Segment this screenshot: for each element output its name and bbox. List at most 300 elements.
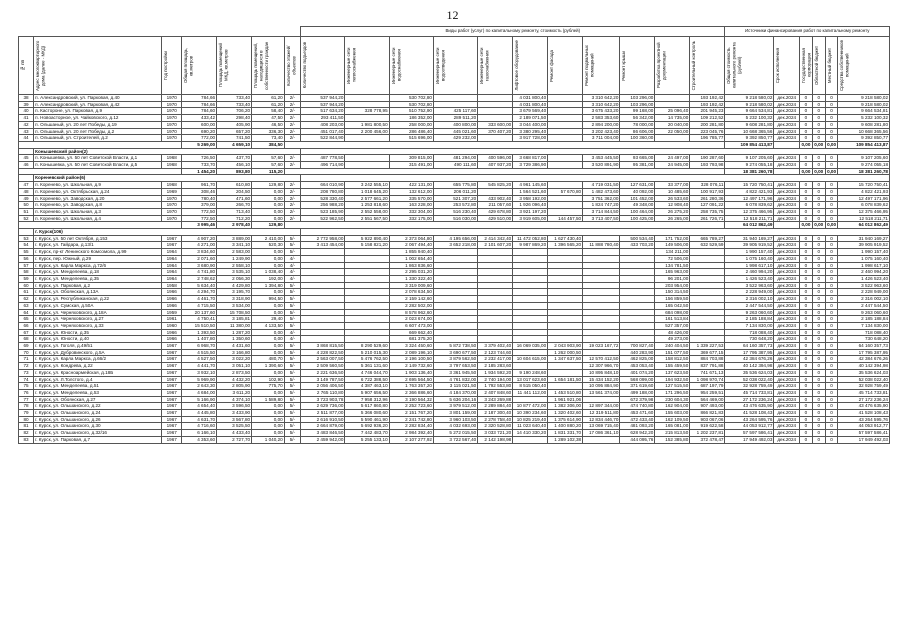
address-cell: п. Коренево, ул. Октябрьская, д.24: [34, 188, 162, 195]
table-cell: 433 703,20: [620, 242, 655, 249]
table-cell: [690, 329, 725, 336]
table-cell: 5 158 821,20: [345, 242, 389, 249]
table-cell: 102,90: [252, 376, 285, 383]
table-cell: 919 622,58: [690, 423, 725, 430]
table-cell: 41 528 108,43: [838, 410, 890, 417]
table-cell: 3 652 218,00: [433, 242, 477, 249]
table-cell: [433, 262, 477, 269]
table-cell: 1 998 617,10: [838, 262, 890, 269]
table-cell: [301, 289, 345, 296]
table-cell: 1966: [162, 296, 182, 303]
table-cell: 0: [825, 155, 838, 162]
table-cell: 48: [19, 188, 34, 195]
address-cell: г. Курск, ул. Черняховского, д.33: [34, 322, 162, 329]
table-cell: 12 319 511,80: [583, 410, 620, 417]
table-cell: дек.2024: [774, 108, 800, 115]
table-cell: 57,60: [252, 155, 285, 162]
table-cell: 1 347 637,50: [548, 356, 583, 363]
table-cell: 50: [19, 202, 34, 209]
table-cell: 5/-: [284, 349, 300, 356]
column-header-label: Государственная корпорация: [801, 48, 812, 83]
column-header: [583, 37, 620, 95]
table-cell: 0: [812, 349, 825, 356]
table-cell: 4 822 421,93: [838, 188, 890, 195]
table-cell: 0: [800, 249, 813, 256]
table-cell: 0: [812, 182, 825, 189]
table-cell: [583, 296, 620, 303]
table-cell: 12 897 344,00: [583, 403, 620, 410]
table-cell: 1 040,20: [252, 436, 285, 443]
table-cell: 772,50: [182, 215, 217, 222]
table-cell: [583, 249, 620, 256]
table-cell: 0: [812, 188, 825, 195]
table-cell: 0: [825, 322, 838, 329]
table-cell: 481 294,00: [433, 155, 477, 162]
table-cell: 2/-: [284, 128, 300, 135]
table-cell: 3 195,70: [217, 289, 252, 296]
total-cost-cell: 1 998 617,10: [725, 262, 774, 269]
table-cell: 1964: [162, 255, 182, 262]
table-cell: 433 902,40: [478, 195, 513, 202]
table-cell: [655, 135, 690, 142]
table-cell: 5 272 015,50: [433, 430, 477, 437]
table-cell: 0: [812, 208, 825, 215]
table-cell: [583, 255, 620, 262]
column-header: [774, 37, 800, 95]
total-cost-cell: 9 218 580,02: [725, 101, 774, 108]
table-cell: 137 623,50: [655, 369, 690, 376]
table-cell: 733,40: [217, 101, 252, 108]
table-cell: 2 159 142,60: [389, 296, 433, 303]
table-cell: 12 570 412,50: [583, 356, 620, 363]
table-cell: 0: [825, 383, 838, 390]
table-cell: 2 873,50: [217, 369, 252, 376]
table-cell: 1 202 237,81: [690, 430, 725, 437]
table-cell: 713,40: [217, 208, 252, 215]
table-cell: 0: [812, 215, 825, 222]
table-cell: 0: [812, 275, 825, 282]
table-row: [19, 262, 890, 269]
subtotal-fund: 0,00: [827, 222, 837, 228]
column-header-label: Местный бюджет: [826, 47, 832, 84]
table-cell: 10 604 615,00: [513, 356, 548, 363]
table-cell: [583, 235, 620, 242]
table-cell: дек.2024: [774, 115, 800, 122]
table-cell: 99 168,00: [620, 108, 655, 115]
table-cell: 298,40: [217, 115, 252, 122]
table-cell: 2 460 994,20: [838, 269, 890, 276]
table-cell: 1 287,20: [217, 329, 252, 336]
table-cell: дек.2024: [774, 302, 800, 309]
table-cell: 134 211,00: [655, 249, 690, 256]
table-cell: 1 426 523,40: [838, 275, 890, 282]
table-cell: 5/-: [284, 316, 300, 323]
table-cell: 3 242 555,10: [345, 182, 389, 189]
total-cost-cell: 1 990 157,40: [725, 249, 774, 256]
column-header-label: Средства собственников помещений: [839, 40, 850, 91]
table-row: [19, 403, 890, 410]
table-cell: 0: [800, 423, 813, 430]
table-cell: 2 228 949,00: [838, 289, 890, 296]
table-cell: 0: [800, 188, 813, 195]
table-cell: 13 017 623,60: [513, 376, 548, 383]
capital-repair-table: [18, 26, 890, 444]
table-cell: [301, 322, 345, 329]
table-cell: 3 932,10: [182, 369, 217, 376]
table-cell: 61: [19, 289, 34, 296]
table-cell: 0: [812, 108, 825, 115]
table-cell: 165 081,00: [655, 423, 690, 430]
table-cell: 2 185 283,60: [478, 363, 513, 370]
address-cell: г. Курск, ул. Ольшанского, д.26: [34, 416, 162, 423]
total-cost-cell: 15 720 750,41: [725, 182, 774, 189]
table-cell: 0: [800, 363, 813, 370]
table-cell: дек.2024: [774, 135, 800, 142]
table-cell: 0,00: [252, 403, 285, 410]
table-cell: 3 679 569,40: [513, 108, 548, 115]
table-cell: 523 185,90: [301, 208, 345, 215]
table-cell: 0: [812, 329, 825, 336]
table-cell: [433, 316, 477, 323]
table-cell: 78 000,00: [620, 121, 655, 128]
table-cell: 32 928 759,49: [838, 383, 890, 390]
table-cell: 3 919 605,00: [513, 215, 548, 222]
table-cell: 0: [800, 275, 813, 282]
table-cell: 46: [19, 162, 34, 169]
table-cell: 55: [19, 249, 34, 256]
table-cell: 8 578 962,60: [389, 309, 433, 316]
table-cell: [433, 275, 477, 282]
table-cell: [548, 155, 583, 162]
table-cell: [548, 289, 583, 296]
table-cell: 72: [19, 363, 34, 370]
table-cell: 0: [825, 343, 838, 350]
table-cell: 0: [812, 403, 825, 410]
table-cell: дек.2024: [774, 208, 800, 215]
table-cell: 0: [825, 128, 838, 135]
table-cell: 2 107 277,92: [389, 436, 433, 443]
table-cell: 162 904,00: [655, 403, 690, 410]
table-cell: 2 740 194,00: [478, 376, 513, 383]
column-header-label: Ремонт фасада: [549, 49, 555, 82]
table-cell: [583, 309, 620, 316]
table-cell: 1967: [162, 416, 182, 423]
table-cell: 0: [800, 309, 813, 316]
table-cell: 2 511 877,00: [301, 410, 345, 417]
table-cell: 0: [812, 235, 825, 242]
table-cell: 0: [812, 289, 825, 296]
table-cell: 200 281,80: [690, 121, 725, 128]
table-cell: 0: [825, 369, 838, 376]
address-cell: г. Курск, ул. Республиканская, д.22: [34, 296, 162, 303]
table-cell: 0: [812, 135, 825, 142]
table-cell: [548, 363, 583, 370]
table-cell: 289 511,20: [433, 115, 477, 122]
table-cell: 5/-: [284, 242, 300, 249]
table-cell: [284, 168, 725, 175]
total-cost-cell: 42 384 676,26: [725, 356, 774, 363]
table-cell: 1967: [162, 430, 182, 437]
table-cell: 162 109,50: [655, 416, 690, 423]
table-cell: 3 166,80: [217, 349, 252, 356]
subtotal-row: [19, 141, 890, 148]
table-cell: 1 934 592,20: [478, 369, 513, 376]
table-cell: дек.2024: [774, 202, 800, 209]
table-cell: 73: [19, 369, 34, 376]
table-cell: 2 023 674,00: [389, 316, 433, 323]
table-cell: 440 283,90: [620, 349, 655, 356]
table-cell: 537 944,20: [301, 95, 345, 102]
table-cell: дек.2024: [774, 182, 800, 189]
table-cell: [583, 302, 620, 309]
table-cell: 155 603,00: [655, 410, 690, 417]
table-cell: 5/-: [284, 249, 300, 256]
table-cell: 1967: [162, 389, 182, 396]
table-cell: [345, 282, 389, 289]
table-cell: [690, 275, 725, 282]
table-cell: 2 221 636,50: [301, 369, 345, 376]
table-cell: 45: [19, 155, 34, 162]
table-cell: 156 859,50: [655, 296, 690, 303]
table-cell: 0: [812, 423, 825, 430]
subtotal-fund: 0,00: [814, 168, 824, 174]
table-cell: 9 987 869,20: [513, 242, 548, 249]
table-cell: 1 350,60: [217, 336, 252, 343]
table-cell: [433, 269, 477, 276]
table-cell: 3 190 564,32: [389, 396, 433, 403]
table-cell: 76: [19, 389, 34, 396]
table-cell: 0: [812, 396, 825, 403]
table-row: [19, 430, 890, 437]
table-cell: [433, 329, 477, 336]
table-cell: 0: [800, 322, 813, 329]
column-header-label: Общая площадь, кв.метров: [183, 47, 194, 84]
table-cell: 1968: [162, 155, 182, 162]
table-cell: 0: [812, 255, 825, 262]
table-cell: 5/-: [284, 416, 300, 423]
table-cell: 0: [800, 95, 813, 102]
table-cell: 610,80: [217, 182, 252, 189]
table-row: [19, 215, 890, 222]
table-cell: 10 668 365,56: [838, 128, 890, 135]
table-cell: 712,20: [217, 215, 252, 222]
table-cell: [345, 249, 389, 256]
table-cell: 1 038,40: [252, 269, 285, 276]
column-header: [284, 37, 300, 95]
table-row: [19, 416, 890, 423]
table-cell: 5 232 100,32: [838, 115, 890, 122]
address-cell: г. Курск, ул. Юности, д.40: [34, 336, 162, 343]
total-cost-cell: 9 608 281,80: [725, 121, 774, 128]
table-cell: 4/-: [284, 255, 300, 262]
table-cell: 4 294,70: [182, 289, 217, 296]
table-cell: [433, 101, 477, 108]
address-cell: п. Коренево, ул. Заводская, д.8: [34, 202, 162, 209]
table-cell: 5 634,40: [182, 282, 217, 289]
table-cell: 1964: [162, 269, 182, 276]
table-cell: 1967: [162, 423, 182, 430]
table-cell: 0: [812, 316, 825, 323]
table-cell: 25 096,40: [655, 108, 690, 115]
table-cell: 0: [812, 436, 825, 443]
table-cell: 2 185 188,84: [838, 316, 890, 323]
address-cell: г. Курск, ул. Менделеева, д.51: [34, 383, 162, 390]
table-cell: 0: [825, 416, 838, 423]
table-cell: 3 567,80: [217, 416, 252, 423]
table-cell: [478, 255, 513, 262]
table-cell: дек.2024: [774, 195, 800, 202]
table-row: [19, 195, 890, 202]
table-row: [19, 95, 890, 102]
table-cell: 1970: [162, 108, 182, 115]
table-cell: [583, 262, 620, 269]
table-cell: [478, 115, 513, 122]
table-cell: 3 711 004,00: [583, 135, 620, 142]
table-cell: 2 407 848,60: [478, 389, 513, 396]
table-row: [19, 255, 890, 262]
table-cell: 100 360,00: [620, 135, 655, 142]
table-cell: [774, 222, 800, 229]
table-cell: 43 476 635,90: [838, 403, 890, 410]
table-cell: 628 942,20: [620, 430, 655, 437]
total-cost-cell: 1 426 523,40: [725, 275, 774, 282]
table-cell: 0,00: [252, 215, 285, 222]
page-number: 12: [446, 8, 459, 22]
table-cell: 82: [19, 430, 34, 437]
table-cell: дек.2024: [774, 423, 800, 430]
column-header-label: Инженерные сети водоснабжения: [390, 47, 402, 84]
table-cell: 44: [19, 135, 34, 142]
table-cell: 17 949 492,03: [838, 436, 890, 443]
total-cost-cell: 2 185 188,84: [725, 316, 774, 323]
column-header-label: Областной бюджет: [813, 46, 819, 85]
table-cell: 3 525,50: [217, 423, 252, 430]
total-cost-cell: 9 274 055,18: [725, 162, 774, 169]
table-cell: 3 714 844,50: [583, 208, 620, 215]
table-cell: 3 611,20: [217, 389, 252, 396]
table-cell: 33 377,00: [655, 182, 690, 189]
table-cell: 261 280,36: [690, 195, 725, 202]
subtotal-fund: 0,00: [814, 141, 824, 147]
table-cell: 42: [19, 121, 34, 128]
total-cost-cell: 40 142 394,98: [725, 363, 774, 370]
table-cell: 5 636 204,16: [433, 396, 477, 403]
address-cell: г. Курск, ул. Черняховского, д.27: [34, 316, 162, 323]
table-cell: 0: [812, 282, 825, 289]
table-cell: 2 056 406,50: [301, 383, 345, 390]
table-row: [19, 316, 890, 323]
table-cell: [620, 302, 655, 309]
table-cell: 516 030,00: [433, 215, 477, 222]
table-cell: 657,20: [217, 128, 252, 135]
table-cell: [548, 369, 583, 376]
table-cell: 6 166,10: [182, 430, 217, 437]
table-cell: 718 088,40: [838, 329, 890, 336]
table-cell: 1967: [162, 356, 182, 363]
table-cell: 522 844,90: [301, 135, 345, 142]
address-cell: г. Курск, ул. Ольшанского, д.32/16: [34, 430, 162, 437]
table-cell: 2 552 558,00: [345, 208, 389, 215]
subtotal-area-premises: 4 659,10: [217, 141, 252, 148]
table-row: [19, 269, 890, 276]
table-cell: 1 981 800,50: [345, 121, 389, 128]
table-cell: 81: [19, 423, 34, 430]
table-cell: 0: [825, 202, 838, 209]
table-cell: 3 520 891,90: [583, 162, 620, 169]
table-cell: 61,20: [252, 101, 285, 108]
table-cell: [548, 282, 583, 289]
table-cell: 370 407,20: [478, 128, 513, 135]
subtotal-fund: 0,00: [827, 141, 837, 147]
table-cell: 73,40: [252, 135, 285, 142]
table-cell: 2 558,10: [217, 262, 252, 269]
table-cell: 0: [800, 329, 813, 336]
table-cell: 0: [825, 162, 838, 169]
table-cell: 0: [825, 195, 838, 202]
table-cell: [513, 255, 548, 262]
table-cell: 0: [812, 416, 825, 423]
table-cell: дек.2024: [774, 121, 800, 128]
total-cost-cell: 45 714 733,81: [725, 389, 774, 396]
column-header: [513, 37, 548, 95]
table-cell: дек.2024: [774, 376, 800, 383]
table-cell: 0: [800, 182, 813, 189]
table-cell: 127 631,00: [620, 182, 655, 189]
table-cell: 425 117,60: [433, 108, 477, 115]
column-header-label: Год постройки: [163, 51, 169, 80]
subtotal-cost: 64 012 862,49: [725, 222, 774, 229]
table-cell: 5 255 133,10: [345, 436, 389, 443]
address-cell: п. Коренево, ул. Школьная, д.4: [34, 215, 162, 222]
table-cell: 11 472 052,80: [513, 235, 548, 242]
table-cell: 1964: [162, 249, 182, 256]
table-cell: 9 107 205,60: [838, 155, 890, 162]
total-cost-cell: 32 928 759,49: [725, 383, 774, 390]
table-cell: 407 937,20: [478, 162, 513, 169]
table-cell: 0: [812, 262, 825, 269]
table-cell: 0: [812, 389, 825, 396]
table-cell: 9 190 248,60: [513, 369, 548, 376]
table-cell: 39: [19, 101, 34, 108]
table-cell: 3 319 009,60: [389, 282, 433, 289]
table-cell: 4 133,50: [252, 322, 285, 329]
table-row: [19, 121, 890, 128]
table-cell: 2 071,60: [182, 255, 217, 262]
table-cell: 2 551 567,50: [345, 215, 389, 222]
table-cell: [301, 336, 345, 343]
table-cell: 0: [812, 195, 825, 202]
table-cell: [433, 95, 477, 102]
table-cell: [433, 336, 477, 343]
table-cell: 669 662,40: [389, 329, 433, 336]
table-cell: [19, 175, 34, 182]
table-cell: дек.2024: [774, 249, 800, 256]
table-cell: 1 792 553,80: [478, 383, 513, 390]
table-cell: 4 195 656,00: [433, 235, 477, 242]
table-cell: 230 604,30: [655, 396, 690, 403]
table-row: [19, 101, 890, 108]
table-cell: 0: [812, 128, 825, 135]
table-cell: 261 726,71: [690, 215, 725, 222]
table-cell: 3 958 192,00: [513, 195, 548, 202]
table-cell: 7 442 483,70: [345, 430, 389, 437]
table-cell: 5 210 015,30: [345, 349, 389, 356]
total-cost-cell: 2 447 544,50: [725, 302, 774, 309]
table-cell: 1961: [162, 316, 182, 323]
table-cell: 3 149 787,50: [301, 376, 345, 383]
table-row: [19, 329, 890, 336]
table-cell: 1 382 306,00: [548, 403, 583, 410]
